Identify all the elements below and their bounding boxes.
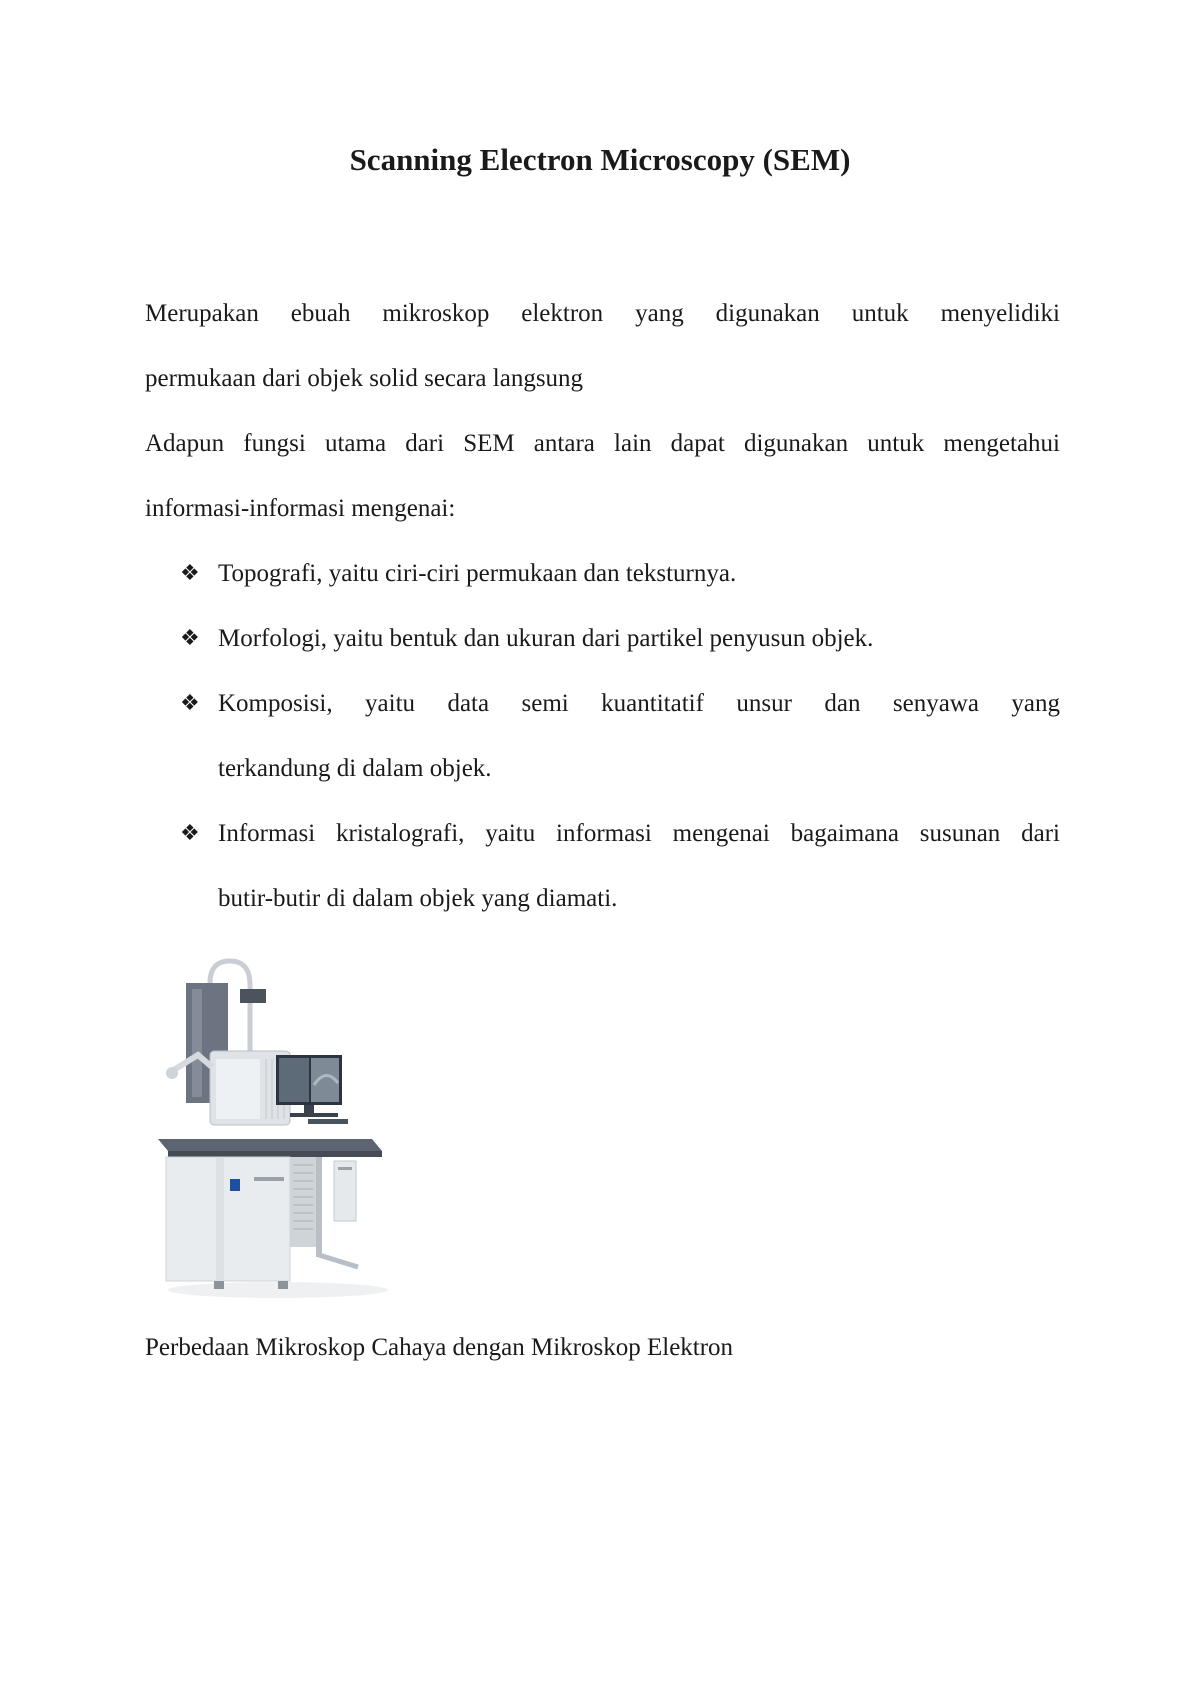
bullet-3-text-line-1: Komposisi, yaitu data semi kuantitatif unsur dan senyawa yang (218, 690, 1060, 717)
sem-instrument-image (158, 955, 408, 1305)
diamond-bullet-icon: ❖ (180, 691, 200, 716)
diamond-bullet-icon: ❖ (180, 561, 200, 586)
bullet-3-text-line-2: terkandung di dalam objek. (218, 755, 492, 782)
paragraph-1-line-1: Merupakan ebuah mikroskop elektron yang digunakan untuk menyelidiki (145, 300, 1060, 327)
page-title: Scanning Electron Microscopy (SEM) (349, 142, 851, 177)
diamond-bullet-icon: ❖ (180, 626, 200, 651)
paragraph-2-line-1: Adapun fungsi utama dari SEM antara lain dapat digunakan untuk mengetahui (145, 430, 1060, 457)
diamond-bullet-icon: ❖ (180, 821, 200, 846)
paragraph-1-line-2: permukaan dari objek solid secara langsung (145, 365, 584, 392)
sem-instrument-illustration (158, 955, 408, 1305)
paragraph-2-line-2: informasi-informasi mengenai: (145, 495, 456, 522)
bullet-1-text: Topografi, yaitu ciri-ciri permukaan dan teksturnya. (218, 560, 737, 587)
closing-line: Perbedaan Mikroskop Cahaya dengan Mikroskop Elektron (145, 1334, 734, 1361)
bullet-4-text-line-1: Informasi kristalografi, yaitu informasi mengenai bagaimana susunan dari (218, 820, 1060, 847)
bullet-4-text-line-2: butir-butir di dalam objek yang diamati. (218, 885, 618, 912)
bullet-2-text: Morfologi, yaitu bentuk dan ukuran dari partikel penyusun objek. (218, 625, 874, 652)
